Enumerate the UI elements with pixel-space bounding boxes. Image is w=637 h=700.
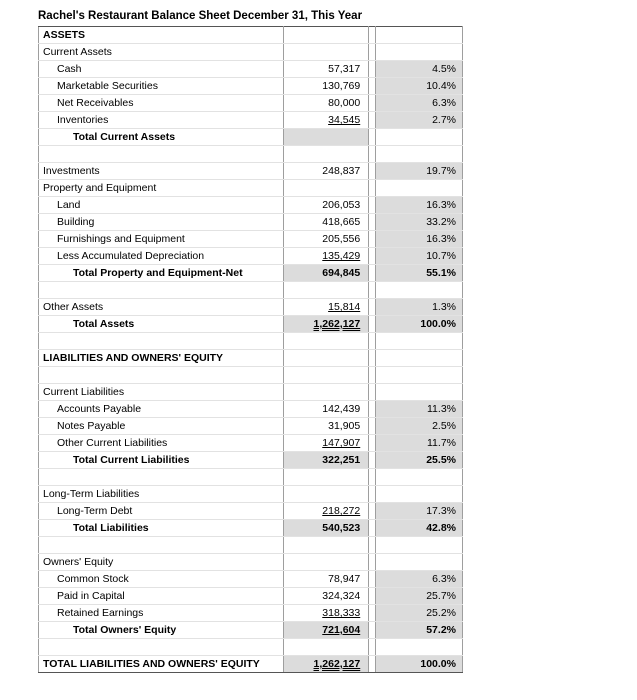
row-label: Furnishings and Equipment	[39, 231, 284, 248]
row-amount: 218,272	[284, 503, 369, 520]
row-label: Long-Term Debt	[39, 503, 284, 520]
row-total-current-liabilities	[39, 452, 463, 469]
row-label	[39, 333, 284, 350]
row-label: Total Current Assets	[39, 129, 284, 146]
row-label: Property and Equipment	[39, 180, 284, 197]
row-accumulated-depreciation	[39, 248, 463, 265]
row-percent: 4.5%	[375, 61, 462, 78]
row-amount: 205,556	[284, 231, 369, 248]
row-amount: 34,545	[284, 112, 369, 129]
row-percent	[375, 27, 462, 44]
row-retained-earnings	[39, 605, 463, 622]
row-amount	[284, 333, 369, 350]
row-label	[39, 282, 284, 299]
row-percent	[375, 282, 462, 299]
row-common-stock	[39, 571, 463, 588]
row-assets-header	[39, 27, 463, 44]
row-label: Common Stock	[39, 571, 284, 588]
row-label: Total Property and Equipment-Net	[39, 265, 284, 282]
row-label: Investments	[39, 163, 284, 180]
row-total-assets	[39, 316, 463, 333]
row-other-assets	[39, 299, 463, 316]
row-percent: 16.3%	[375, 197, 462, 214]
row-total-property-and-equipment	[39, 265, 463, 282]
row-amount: 31,905	[284, 418, 369, 435]
row-investments	[39, 163, 463, 180]
row-label: Land	[39, 197, 284, 214]
row-amount	[284, 639, 369, 656]
row-percent	[375, 44, 462, 61]
row-spacer	[39, 146, 463, 163]
row-amount: 147,907	[284, 435, 369, 452]
row-percent: 2.5%	[375, 418, 462, 435]
row-percent: 1.3%	[375, 299, 462, 316]
row-spacer	[39, 639, 463, 656]
row-percent: 25.5%	[375, 452, 462, 469]
row-label: Notes Payable	[39, 418, 284, 435]
row-amount	[284, 554, 369, 571]
row-amount: 694,845	[284, 265, 369, 282]
row-label: Current Assets	[39, 44, 284, 61]
row-percent: 11.7%	[375, 435, 462, 452]
row-amount: 80,000	[284, 95, 369, 112]
row-label: Other Assets	[39, 299, 284, 316]
row-percent: 25.7%	[375, 588, 462, 605]
row-label: Total Current Liabilities	[39, 452, 284, 469]
row-percent	[375, 129, 462, 146]
row-label: Net Receivables	[39, 95, 284, 112]
row-label: Cash	[39, 61, 284, 78]
row-net-receivables	[39, 95, 463, 112]
row-land	[39, 197, 463, 214]
row-percent	[375, 486, 462, 503]
row-liabilities-header	[39, 350, 463, 367]
row-inventories	[39, 112, 463, 129]
row-amount	[284, 27, 369, 44]
row-spacer	[39, 537, 463, 554]
row-label: Building	[39, 214, 284, 231]
row-total-liabilities	[39, 520, 463, 537]
row-label: TOTAL LIABILITIES AND OWNERS' EQUITY	[39, 656, 284, 673]
row-amount: 135,429	[284, 248, 369, 265]
row-amount	[284, 367, 369, 384]
row-percent: 100.0%	[375, 656, 462, 673]
row-amount	[284, 129, 369, 146]
row-label	[39, 367, 284, 384]
row-amount	[284, 350, 369, 367]
row-percent: 16.3%	[375, 231, 462, 248]
row-percent: 57.2%	[375, 622, 462, 639]
row-amount: 324,324	[284, 588, 369, 605]
row-percent	[375, 537, 462, 554]
row-percent	[375, 146, 462, 163]
row-amount: 15,814	[284, 299, 369, 316]
row-spacer	[39, 469, 463, 486]
row-percent: 6.3%	[375, 571, 462, 588]
row-label: Owners' Equity	[39, 554, 284, 571]
balance-sheet-table	[38, 26, 463, 673]
row-label: Inventories	[39, 112, 284, 129]
row-amount: 1,262,127	[284, 316, 369, 333]
row-percent	[375, 367, 462, 384]
row-percent: 100.0%	[375, 316, 462, 333]
row-amount: 721,604	[284, 622, 369, 639]
row-percent: 10.7%	[375, 248, 462, 265]
row-percent: 33.2%	[375, 214, 462, 231]
row-label: Less Accumulated Depreciation	[39, 248, 284, 265]
row-amount: 130,769	[284, 78, 369, 95]
row-label: LIABILITIES AND OWNERS' EQUITY	[39, 350, 284, 367]
row-accounts-payable	[39, 401, 463, 418]
row-percent	[375, 384, 462, 401]
row-amount: 322,251	[284, 452, 369, 469]
row-percent: 25.2%	[375, 605, 462, 622]
row-amount: 78,947	[284, 571, 369, 588]
row-percent	[375, 350, 462, 367]
row-percent	[375, 554, 462, 571]
row-long-term-debt	[39, 503, 463, 520]
row-amount	[284, 282, 369, 299]
row-percent: 11.3%	[375, 401, 462, 418]
row-current-assets	[39, 44, 463, 61]
row-label: Current Liabilities	[39, 384, 284, 401]
row-amount: 1,262,127	[284, 656, 369, 673]
row-amount: 248,837	[284, 163, 369, 180]
row-cash	[39, 61, 463, 78]
row-label: Marketable Securities	[39, 78, 284, 95]
row-property-and-equipment	[39, 180, 463, 197]
row-label	[39, 146, 284, 163]
row-owners-equity	[39, 554, 463, 571]
row-amount: 540,523	[284, 520, 369, 537]
row-label: Retained Earnings	[39, 605, 284, 622]
row-percent	[375, 180, 462, 197]
sheet-title: Rachel's Restaurant Balance Sheet December 31, This Year	[38, 10, 363, 22]
row-amount: 418,665	[284, 214, 369, 231]
row-amount: 206,053	[284, 197, 369, 214]
row-label: ASSETS	[39, 27, 284, 44]
row-percent	[375, 639, 462, 656]
row-percent: 6.3%	[375, 95, 462, 112]
row-percent	[375, 469, 462, 486]
row-amount	[284, 180, 369, 197]
row-other-current-liabilities	[39, 435, 463, 452]
row-label: Accounts Payable	[39, 401, 284, 418]
row-spacer	[39, 333, 463, 350]
row-amount	[284, 469, 369, 486]
row-total-owners-equity	[39, 622, 463, 639]
row-spacer	[39, 367, 463, 384]
row-label: Long-Term Liabilities	[39, 486, 284, 503]
row-amount	[284, 44, 369, 61]
row-label: Total Liabilities	[39, 520, 284, 537]
row-label: Other Current Liabilities	[39, 435, 284, 452]
row-marketable-securities	[39, 78, 463, 95]
row-amount: 142,439	[284, 401, 369, 418]
row-amount	[284, 146, 369, 163]
row-notes-payable	[39, 418, 463, 435]
row-label	[39, 537, 284, 554]
row-label	[39, 639, 284, 656]
row-percent: 55.1%	[375, 265, 462, 282]
row-percent: 17.3%	[375, 503, 462, 520]
row-label: Total Assets	[39, 316, 284, 333]
row-percent: 2.7%	[375, 112, 462, 129]
row-long-term-liabilities	[39, 486, 463, 503]
row-label: Total Owners' Equity	[39, 622, 284, 639]
row-amount	[284, 486, 369, 503]
row-total-current-assets	[39, 129, 463, 146]
row-total-liabilities-and-equity	[39, 656, 463, 673]
row-paid-in-capital	[39, 588, 463, 605]
row-amount	[284, 537, 369, 554]
row-percent: 10.4%	[375, 78, 462, 95]
row-label: Paid in Capital	[39, 588, 284, 605]
row-furnishings-and-equipment	[39, 231, 463, 248]
row-current-liabilities	[39, 384, 463, 401]
row-amount: 57,317	[284, 61, 369, 78]
row-amount: 318,333	[284, 605, 369, 622]
row-spacer	[39, 282, 463, 299]
row-percent: 19.7%	[375, 163, 462, 180]
row-percent	[375, 333, 462, 350]
row-percent: 42.8%	[375, 520, 462, 537]
row-amount	[284, 384, 369, 401]
row-label	[39, 469, 284, 486]
row-building	[39, 214, 463, 231]
